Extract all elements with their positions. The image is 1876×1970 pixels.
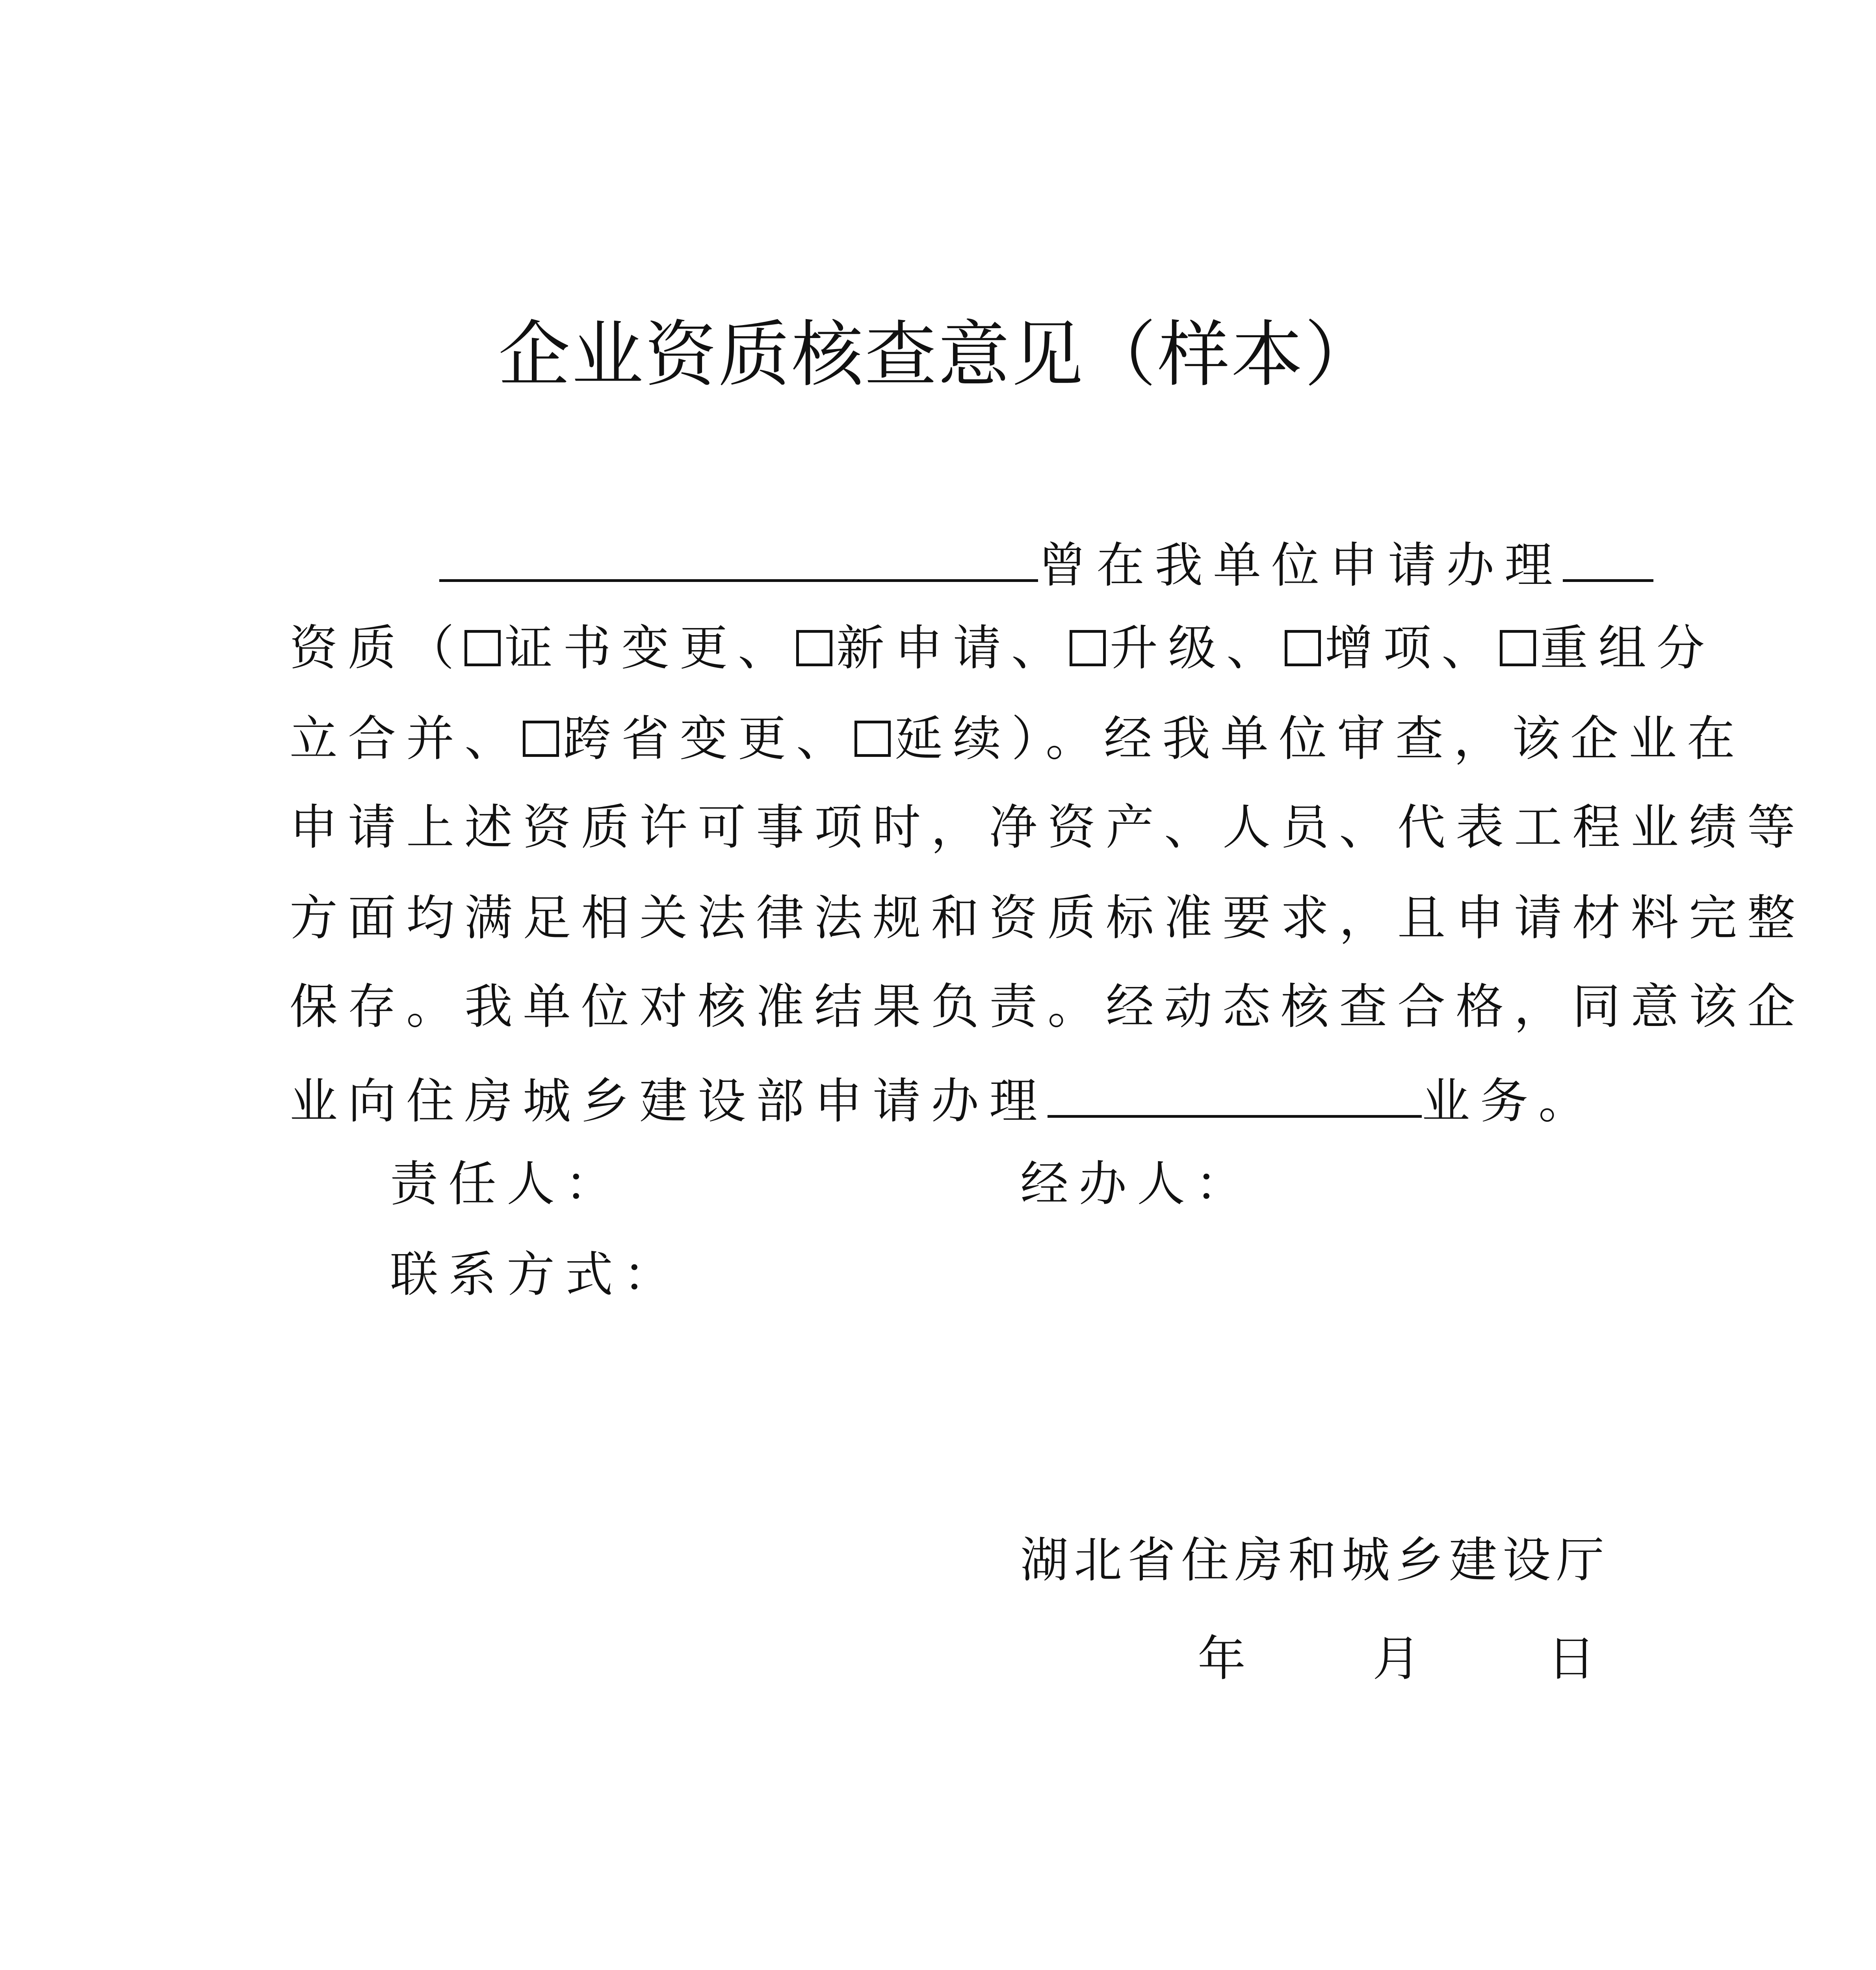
checkbox-cross-province-change[interactable] [523,721,559,757]
checkbox-renewal[interactable] [854,721,891,757]
business-blank[interactable] [1048,1056,1422,1118]
handler-label: 经办人： [1020,1156,1254,1212]
separator: 、 [464,711,523,767]
page-title: 企业资质核查意见（样本） [498,313,1378,396]
qualification-name-blank[interactable] [1563,520,1653,582]
paragraph-line-2 [290,609,1715,688]
option-certificate-change: 证书变更 [505,620,738,676]
option-cross-province-change: 跨省变更 [563,711,796,767]
paragraph-line-3 [290,699,1745,778]
checkbox-add-item[interactable] [1285,630,1321,666]
paragraph-line-6: 保存。我单位对核准结果负责。经动态核查合格，同意该企 [290,979,1805,1035]
paragraph-line-1 [439,520,1653,605]
paragraph-line-5: 方面均满足相关法律法规和资质标准要求，且申请材料完整 [290,890,1805,946]
separator: 、 [796,711,854,767]
contact-label: 联系方式： [390,1247,682,1303]
checkbox-reorganization[interactable] [1500,630,1536,666]
option-new-application: 新申请 [836,620,1011,676]
checkbox-new-application[interactable] [796,630,832,666]
line7-suffix: 业务。 [1422,1073,1597,1129]
checkbox-upgrade[interactable] [1070,630,1106,666]
option-add-item: 增项 [1325,620,1441,676]
paragraph-line-7 [290,1056,1597,1141]
option-renewal: 延续 [895,711,1011,767]
separator: 、 [1011,620,1070,676]
paragraph-line-4: 申请上述资质许可事项时，净资产、人员、代表工程业绩等 [290,799,1805,855]
responsible-person-label: 责任人： [390,1156,623,1212]
issuer-org: 湖北省住房和城乡建设厅 [1020,1532,1610,1588]
line3-tail: ）。经我单位审查，该企业在 [1011,711,1745,767]
option-upgrade: 升级 [1110,620,1226,676]
separator: 、 [1226,620,1285,676]
issue-date: 年 月 日 [1198,1631,1606,1687]
line2-prefix: 资质（ [290,620,464,676]
line1-text: 曾在我单位申请办理 [1038,537,1563,593]
checkbox-certificate-change[interactable] [464,630,501,666]
company-name-blank[interactable] [439,520,1038,582]
option-reorganization-part2: 立合并 [290,711,464,767]
separator: 、 [1441,620,1500,676]
line7-prefix: 业向住房城乡建设部申请办理 [290,1073,1048,1129]
option-reorganization-part1: 重组分 [1540,620,1715,676]
separator: 、 [738,620,796,676]
